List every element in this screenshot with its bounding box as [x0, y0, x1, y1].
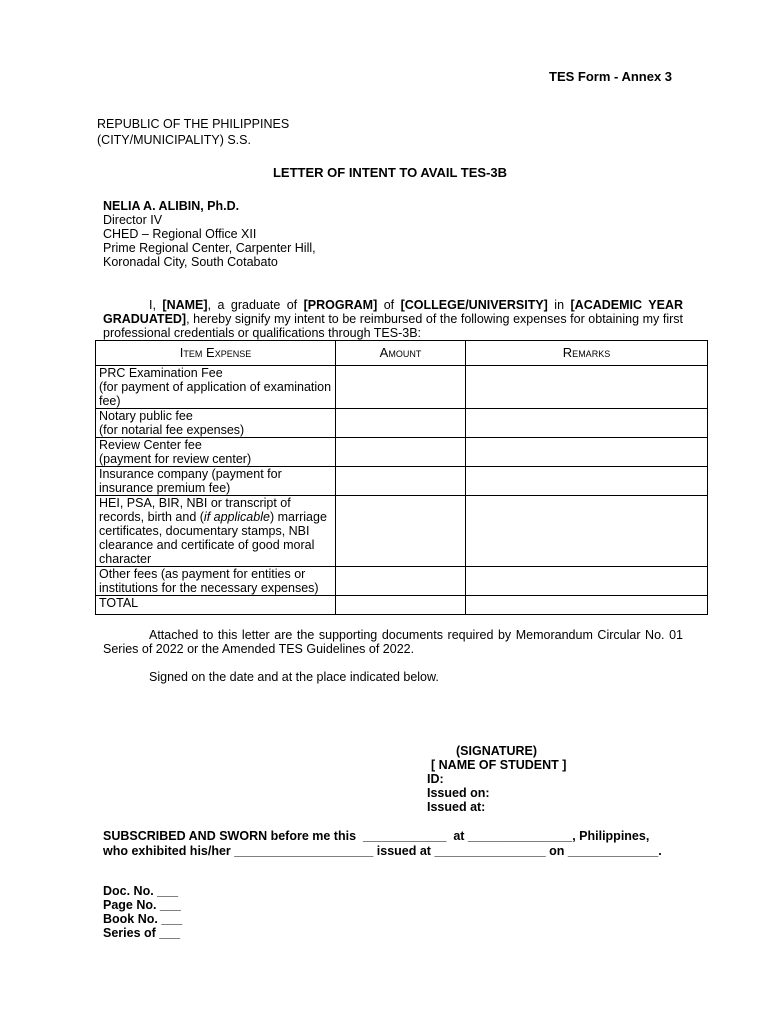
jurat-line: who exhibited his/her ____________________ issued at ________________ on _____________.: [103, 843, 662, 858]
item-expense-cell: Insurance company (payment for insurance premium fee): [96, 467, 336, 496]
amount-cell[interactable]: [336, 366, 466, 409]
remarks-cell[interactable]: [466, 567, 708, 596]
remarks-cell[interactable]: [466, 467, 708, 496]
remarks-cell[interactable]: [466, 366, 708, 409]
addressee-name: NELIA A. ALIBIN, Ph.D.: [103, 199, 240, 213]
name-placeholder: [NAME]: [162, 298, 208, 312]
table-row: [96, 467, 708, 496]
page-no: Page No. ___: [103, 898, 181, 912]
item-text-italic: if applicable: [203, 510, 270, 524]
remarks-cell[interactable]: [466, 496, 708, 567]
page-title: LETTER OF INTENT TO AVAIL TES-3B: [272, 165, 507, 180]
issued-at-label: Issued at:: [427, 800, 486, 814]
table-row: [96, 567, 708, 596]
item-expense-cell: Other fees (as payment for entities or institutions for the necessary expenses): [96, 567, 336, 596]
item-expense-cell: Review Center fee (payment for review center): [96, 438, 336, 467]
amount-cell[interactable]: [336, 438, 466, 467]
book-no: Book No. ___: [103, 912, 183, 926]
issued-on-label: Issued on:: [427, 786, 490, 800]
amount-cell[interactable]: [336, 496, 466, 567]
addressee-line: CHED – Regional Office XII: [103, 227, 257, 241]
jurat-line: SUBSCRIBED AND SWORN before me this ____________ at _______________, Philippines,: [103, 829, 650, 843]
item-expense-cell: Notary public fee (for notarial fee expenses): [96, 409, 336, 438]
attachments-paragraph: Attached to this letter are the supporting documents required by Memorandum Circular No. 01 Series of 2022 or the Amended TES Guidelines of 2022.: [103, 628, 683, 656]
column-header-item-expense: Item Expense: [96, 341, 336, 366]
intent-text: in: [547, 298, 571, 312]
column-header-remarks: Remarks: [466, 341, 708, 366]
item-text: HEI, PSA, BIR, NBI or transcript of records, birth and (: [99, 496, 291, 524]
series-of: Series of ___: [103, 926, 181, 940]
amount-cell[interactable]: [336, 467, 466, 496]
intent-paragraph: [103, 298, 683, 340]
table-row: [96, 438, 708, 467]
table-row: [96, 496, 708, 567]
expense-table: [95, 340, 708, 615]
table-row: [96, 366, 708, 409]
republic-line: REPUBLIC OF THE PHILIPPINES: [97, 117, 290, 131]
intent-text: of: [377, 298, 401, 312]
notarial-register-block: [103, 884, 182, 940]
item-text: ) marriage certificates, documentary stamps, NBI clearance and certificate of good moral character: [99, 510, 327, 566]
table-header-row: [96, 341, 708, 366]
total-label: TOTAL: [96, 596, 336, 615]
jurat-block: [103, 829, 683, 858]
intent-text: , hereby signify my intent to be reimbursed of the following expenses for obtaining my first professional credentials or qualifications through TES-3B:: [103, 312, 683, 340]
intent-text: I,: [149, 298, 163, 312]
column-header-amount: Amount: [336, 341, 466, 366]
remarks-cell[interactable]: [466, 438, 708, 467]
intent-text: , a graduate of: [207, 298, 304, 312]
addressee-line: Prime Regional Center, Carpenter Hill,: [103, 241, 316, 255]
amount-cell[interactable]: [336, 409, 466, 438]
student-name-placeholder: [ NAME OF STUDENT ]: [431, 758, 567, 772]
id-label: ID:: [427, 772, 444, 786]
city-line: (CITY/MUNICIPALITY) S.S.: [97, 133, 251, 147]
signed-note: Signed on the date and at the place indicated below.: [149, 670, 439, 684]
remarks-cell[interactable]: [466, 409, 708, 438]
college-placeholder: [COLLEGE/UNIVERSITY]: [400, 298, 548, 312]
item-expense-cell: [96, 496, 336, 567]
total-amount-cell[interactable]: [336, 596, 466, 615]
item-expense-cell: PRC Examination Fee (for payment of application of examination fee): [96, 366, 336, 409]
form-label: TES Form - Annex 3: [549, 69, 673, 84]
doc-no: Doc. No. ___: [103, 884, 179, 898]
year-placeholder: [ACADEMIC YEAR GRADUATED]: [103, 298, 684, 326]
addressee-block: [103, 199, 316, 269]
amount-cell[interactable]: [336, 567, 466, 596]
program-placeholder: [PROGRAM]: [303, 298, 378, 312]
signature-block: [427, 744, 566, 814]
addressee-line: Director IV: [103, 213, 163, 227]
total-row: [96, 596, 708, 615]
addressee-line: Koronadal City, South Cotabato: [103, 255, 278, 269]
total-remarks-cell[interactable]: [466, 596, 708, 615]
table-row: [96, 409, 708, 438]
signature-label: (SIGNATURE): [456, 744, 538, 758]
